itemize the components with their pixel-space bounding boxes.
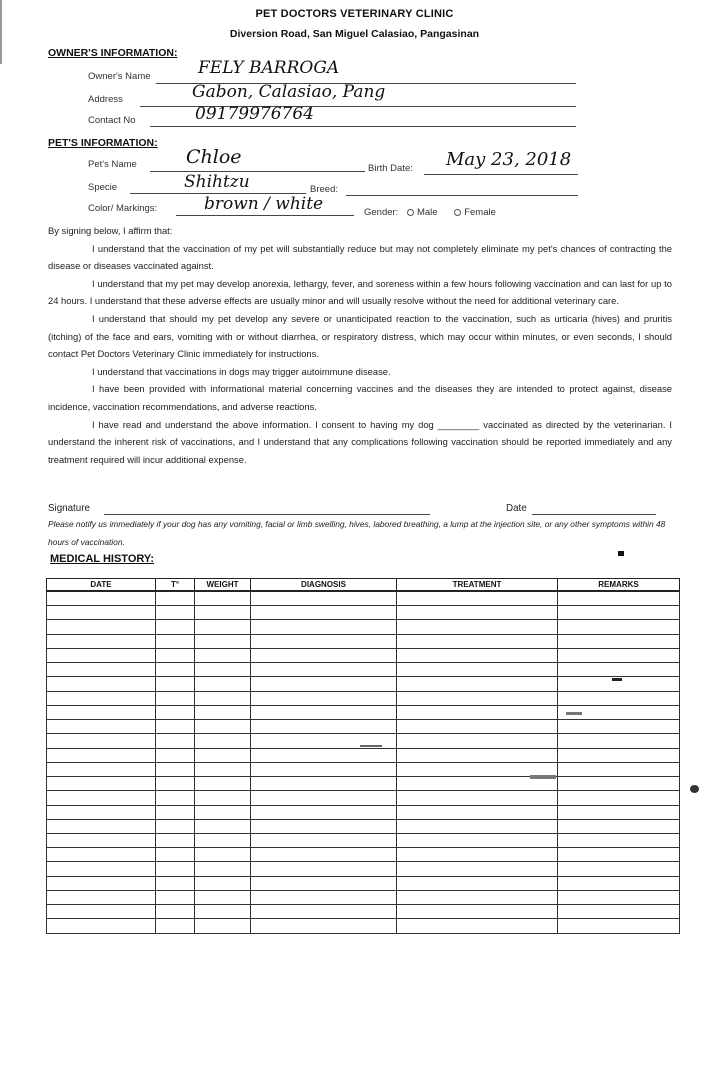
table-cell[interactable] bbox=[47, 648, 156, 662]
table-cell[interactable] bbox=[156, 919, 195, 934]
table-row bbox=[47, 905, 680, 919]
table-cell[interactable] bbox=[251, 663, 397, 677]
table-cell[interactable] bbox=[47, 734, 156, 748]
table-cell[interactable] bbox=[47, 890, 156, 904]
table-cell[interactable] bbox=[397, 848, 558, 862]
table-cell[interactable] bbox=[195, 748, 251, 762]
table-cell[interactable] bbox=[156, 591, 195, 606]
table-cell[interactable] bbox=[156, 819, 195, 833]
table-cell[interactable] bbox=[251, 777, 397, 791]
scan-speck bbox=[690, 785, 699, 793]
table-cell[interactable] bbox=[47, 720, 156, 734]
owner-section-heading: OWNER'S INFORMATION: bbox=[48, 47, 178, 59]
table-cell[interactable] bbox=[195, 634, 251, 648]
table-cell[interactable] bbox=[47, 591, 156, 606]
table-cell[interactable] bbox=[195, 791, 251, 805]
table-cell[interactable] bbox=[156, 762, 195, 776]
pet-gender-group bbox=[364, 207, 496, 218]
table-cell[interactable] bbox=[251, 606, 397, 620]
pet-birth-label: Birth Date: bbox=[368, 163, 413, 174]
table-cell[interactable] bbox=[558, 606, 680, 620]
col-treatment-header: TREATMENT bbox=[397, 579, 558, 592]
scan-speck bbox=[530, 775, 556, 779]
table-cell[interactable] bbox=[195, 620, 251, 634]
table-cell[interactable] bbox=[195, 591, 251, 606]
table-cell[interactable] bbox=[397, 919, 558, 934]
table-cell[interactable] bbox=[251, 834, 397, 848]
table-cell[interactable] bbox=[397, 905, 558, 919]
table-cell[interactable] bbox=[397, 720, 558, 734]
owner-contact-line bbox=[150, 126, 576, 127]
table-row bbox=[47, 791, 680, 805]
table-cell[interactable] bbox=[397, 862, 558, 876]
table-row bbox=[47, 720, 680, 734]
table-row bbox=[47, 890, 680, 904]
pet-breed-label: Breed: bbox=[310, 184, 338, 195]
table-cell[interactable] bbox=[195, 905, 251, 919]
pet-name-line bbox=[150, 171, 365, 172]
table-cell[interactable] bbox=[47, 691, 156, 705]
table-row bbox=[47, 876, 680, 890]
table-cell[interactable] bbox=[558, 876, 680, 890]
table-cell[interactable] bbox=[397, 663, 558, 677]
table-cell[interactable] bbox=[47, 777, 156, 791]
consent-paragraph-1: I understand that the vaccination of my pet will substantially reduce but may not completely eliminate my pet's chances of contracting the disease or diseases vaccinated against. bbox=[48, 242, 672, 272]
table-cell[interactable] bbox=[195, 777, 251, 791]
col-temp-header: T° bbox=[156, 579, 195, 592]
table-cell[interactable] bbox=[156, 862, 195, 876]
table-cell[interactable] bbox=[397, 805, 558, 819]
table-cell[interactable] bbox=[195, 734, 251, 748]
table-row bbox=[47, 777, 680, 791]
table-cell[interactable] bbox=[156, 805, 195, 819]
table-cell[interactable] bbox=[195, 677, 251, 691]
pet-specie-label: Specie bbox=[88, 182, 118, 193]
table-cell[interactable] bbox=[558, 691, 680, 705]
table-cell[interactable] bbox=[156, 634, 195, 648]
ink-mark bbox=[618, 551, 624, 556]
table-cell[interactable] bbox=[251, 677, 397, 691]
table-row bbox=[47, 606, 680, 620]
table-cell[interactable] bbox=[47, 677, 156, 691]
table-cell[interactable] bbox=[558, 805, 680, 819]
table-cell[interactable] bbox=[195, 819, 251, 833]
pet-color-line bbox=[176, 215, 354, 216]
pet-color-label: Color/ Markings: bbox=[88, 203, 158, 214]
table-row bbox=[47, 819, 680, 833]
table-cell[interactable] bbox=[195, 663, 251, 677]
table-cell[interactable] bbox=[47, 819, 156, 833]
table-cell[interactable] bbox=[397, 705, 558, 719]
table-cell[interactable] bbox=[47, 705, 156, 719]
table-cell[interactable] bbox=[156, 663, 195, 677]
pet-section-heading: PET'S INFORMATION: bbox=[48, 137, 158, 149]
gender-male-label: Male bbox=[416, 207, 438, 218]
table-row bbox=[47, 648, 680, 662]
table-cell[interactable] bbox=[558, 748, 680, 762]
table-cell[interactable] bbox=[47, 762, 156, 776]
pet-gender-label: Gender: bbox=[364, 207, 399, 218]
table-cell[interactable] bbox=[251, 620, 397, 634]
table-cell[interactable] bbox=[47, 805, 156, 819]
owner-address-value[interactable]: Gabon, Calasiao, Pang bbox=[192, 82, 386, 102]
table-header-row bbox=[47, 579, 680, 592]
table-cell[interactable] bbox=[195, 606, 251, 620]
table-row bbox=[47, 677, 680, 691]
table-cell[interactable] bbox=[156, 834, 195, 848]
table-cell[interactable] bbox=[47, 876, 156, 890]
table-cell[interactable] bbox=[397, 890, 558, 904]
table-cell[interactable] bbox=[251, 591, 397, 606]
table-cell[interactable] bbox=[156, 648, 195, 662]
table-cell[interactable] bbox=[47, 606, 156, 620]
table-cell[interactable] bbox=[397, 834, 558, 848]
signature-label: Signature bbox=[48, 503, 90, 514]
owner-contact-value[interactable]: 09179976764 bbox=[195, 104, 314, 124]
table-cell[interactable] bbox=[156, 777, 195, 791]
table-cell[interactable] bbox=[47, 919, 156, 934]
table-cell[interactable] bbox=[397, 748, 558, 762]
table-cell[interactable] bbox=[195, 876, 251, 890]
date-line[interactable] bbox=[532, 514, 656, 515]
table-cell[interactable] bbox=[195, 648, 251, 662]
table-cell[interactable] bbox=[397, 648, 558, 662]
table-cell[interactable] bbox=[47, 663, 156, 677]
table-cell[interactable] bbox=[558, 762, 680, 776]
table-cell[interactable] bbox=[47, 748, 156, 762]
table-row bbox=[47, 862, 680, 876]
table-cell[interactable] bbox=[156, 748, 195, 762]
table-cell[interactable] bbox=[251, 890, 397, 904]
table-cell[interactable] bbox=[47, 834, 156, 848]
table-cell[interactable] bbox=[195, 919, 251, 934]
table-cell[interactable] bbox=[397, 606, 558, 620]
table-row bbox=[47, 848, 680, 862]
consent-paragraph-6: I have read and understand the above information. I consent to having my dog ________ vaccinated as directed by the veterinarian. I understand the inherent risk of vaccinations, and I understand that any complications following vaccination should be reported immediately and any treatment required will incur additional expense. bbox=[48, 418, 672, 465]
table-cell[interactable] bbox=[251, 648, 397, 662]
table-cell[interactable] bbox=[47, 791, 156, 805]
col-diagnosis-header: DIAGNOSIS bbox=[251, 579, 397, 592]
signature-line[interactable] bbox=[104, 514, 430, 515]
table-cell[interactable] bbox=[156, 691, 195, 705]
table-cell[interactable] bbox=[251, 634, 397, 648]
table-cell[interactable] bbox=[156, 620, 195, 634]
consent-paragraph-4: I understand that vaccinations in dogs may trigger autoimmune disease. bbox=[92, 365, 391, 377]
table-cell[interactable] bbox=[47, 862, 156, 876]
medical-history-table bbox=[46, 578, 680, 934]
table-cell[interactable] bbox=[397, 677, 558, 691]
table-cell[interactable] bbox=[558, 591, 680, 606]
table-cell[interactable] bbox=[47, 848, 156, 862]
table-cell[interactable] bbox=[195, 691, 251, 705]
table-row bbox=[47, 834, 680, 848]
table-cell[interactable] bbox=[397, 591, 558, 606]
table-row bbox=[47, 705, 680, 719]
table-cell[interactable] bbox=[195, 805, 251, 819]
pet-breed-line bbox=[346, 195, 578, 196]
notice-text: Please notify us immediately if your dog has any vomiting, facial or limb swelling, hives, labored breathing, a lump at the injection site, or any other symptoms within 48 hours of vaccination. bbox=[48, 519, 666, 547]
table-cell[interactable] bbox=[251, 862, 397, 876]
consent-paragraph-3: I understand that should my pet develop any severe or unanticipated reaction to the vaccination, such as urticaria (hives) and pruritis (itching) of the face and ears, vomiting with or without diarrhea, or respiratory distress, which may occur within minutes, or even seconds, I should contact Pet Doctors Veterinary Clinic immediately for instructions. bbox=[48, 312, 672, 360]
table-cell[interactable] bbox=[558, 777, 680, 791]
pet-birth-line bbox=[424, 174, 578, 175]
col-remarks-header: REMARKS bbox=[558, 579, 680, 592]
table-cell[interactable] bbox=[251, 748, 397, 762]
table-row bbox=[47, 591, 680, 606]
table-row bbox=[47, 691, 680, 705]
table-cell[interactable] bbox=[156, 705, 195, 719]
table-cell[interactable] bbox=[156, 890, 195, 904]
table-cell[interactable] bbox=[558, 720, 680, 734]
table-cell[interactable] bbox=[195, 834, 251, 848]
clinic-address: Diversion Road, San Miguel Calasiao, Pangasinan bbox=[229, 28, 480, 40]
table-cell[interactable] bbox=[558, 848, 680, 862]
table-cell[interactable] bbox=[47, 634, 156, 648]
table-cell[interactable] bbox=[195, 862, 251, 876]
owner-name-label: Owner's Name bbox=[88, 71, 151, 82]
owner-name-value[interactable]: FELY BARROGA bbox=[198, 58, 340, 78]
gender-male-radio[interactable] bbox=[407, 209, 414, 216]
table-cell[interactable] bbox=[558, 819, 680, 833]
table-cell[interactable] bbox=[558, 905, 680, 919]
pet-color-value[interactable]: brown / white bbox=[204, 194, 324, 214]
col-date-header: DATE bbox=[47, 579, 156, 592]
table-row bbox=[47, 634, 680, 648]
pet-name-value[interactable]: Chloe bbox=[186, 146, 242, 168]
table-cell[interactable] bbox=[558, 834, 680, 848]
table-cell[interactable] bbox=[558, 890, 680, 904]
table-cell[interactable] bbox=[251, 720, 397, 734]
table-cell[interactable] bbox=[397, 819, 558, 833]
table-cell[interactable] bbox=[251, 691, 397, 705]
table-row bbox=[47, 748, 680, 762]
owner-contact-label: Contact No bbox=[88, 115, 136, 126]
table-cell[interactable] bbox=[251, 919, 397, 934]
table-cell[interactable] bbox=[156, 720, 195, 734]
table-cell[interactable] bbox=[558, 919, 680, 934]
table-cell[interactable] bbox=[251, 905, 397, 919]
table-cell[interactable] bbox=[195, 848, 251, 862]
scan-speck bbox=[360, 745, 382, 747]
table-cell[interactable] bbox=[558, 648, 680, 662]
consent-paragraph-2: I understand that my pet may develop anorexia, lethargy, fever, and soreness within a few hours following vaccination and can last for up to 24 hours. I understand that these adverse effects are usually minor and will usually resolve without the need for additional veterinary care. bbox=[48, 277, 672, 307]
date-label: Date bbox=[506, 503, 527, 514]
table-cell[interactable] bbox=[558, 791, 680, 805]
table-cell[interactable] bbox=[156, 677, 195, 691]
table-cell[interactable] bbox=[195, 705, 251, 719]
table-row bbox=[47, 805, 680, 819]
pet-specie-value[interactable]: Shihtzu bbox=[184, 172, 250, 192]
table-cell[interactable] bbox=[156, 905, 195, 919]
table-cell[interactable] bbox=[47, 905, 156, 919]
scan-speck bbox=[612, 678, 622, 681]
table-cell[interactable] bbox=[251, 848, 397, 862]
table-row bbox=[47, 620, 680, 634]
table-cell[interactable] bbox=[251, 705, 397, 719]
table-cell[interactable] bbox=[558, 620, 680, 634]
table-row bbox=[47, 663, 680, 677]
table-cell[interactable] bbox=[397, 620, 558, 634]
table-cell[interactable] bbox=[47, 620, 156, 634]
table-cell[interactable] bbox=[156, 876, 195, 890]
scan-speck bbox=[566, 712, 582, 715]
history-section-heading: MEDICAL HISTORY: bbox=[50, 553, 155, 565]
table-cell[interactable] bbox=[195, 762, 251, 776]
table-cell[interactable] bbox=[251, 805, 397, 819]
table-cell[interactable] bbox=[251, 791, 397, 805]
table-cell[interactable] bbox=[397, 634, 558, 648]
table-cell[interactable] bbox=[251, 876, 397, 890]
table-cell[interactable] bbox=[156, 791, 195, 805]
table-cell[interactable] bbox=[251, 762, 397, 776]
table-row bbox=[47, 919, 680, 934]
clinic-title: PET DOCTORS VETERINARY CLINIC bbox=[255, 8, 454, 20]
gender-female-label: Female bbox=[464, 207, 496, 218]
scan-edge bbox=[0, 0, 2, 64]
table-cell[interactable] bbox=[156, 734, 195, 748]
table-cell[interactable] bbox=[397, 734, 558, 748]
table-cell[interactable] bbox=[195, 720, 251, 734]
table-cell[interactable] bbox=[397, 876, 558, 890]
table-cell[interactable] bbox=[156, 848, 195, 862]
table-cell[interactable] bbox=[558, 862, 680, 876]
gender-female-radio[interactable] bbox=[454, 209, 461, 216]
table-cell[interactable] bbox=[195, 890, 251, 904]
table-row bbox=[47, 762, 680, 776]
table-cell[interactable] bbox=[156, 606, 195, 620]
table-cell[interactable] bbox=[558, 663, 680, 677]
table-cell[interactable] bbox=[558, 634, 680, 648]
table-cell[interactable] bbox=[397, 791, 558, 805]
owner-address-label: Address bbox=[88, 94, 123, 105]
col-weight-header: WEIGHT bbox=[195, 579, 251, 592]
consent-text bbox=[48, 222, 672, 468]
table-cell[interactable] bbox=[397, 691, 558, 705]
consent-intro: By signing below, I affirm that: bbox=[48, 225, 173, 236]
pet-birth-value[interactable]: May 23, 2018 bbox=[446, 149, 572, 170]
table-cell[interactable] bbox=[558, 734, 680, 748]
consent-paragraph-5: I have been provided with informational material concerning vaccines and the diseases they are intended to protect against, disease incidence, vaccination recommendations, and adverse reactions. bbox=[48, 383, 672, 412]
table-cell[interactable] bbox=[251, 819, 397, 833]
pet-name-label: Pet's Name bbox=[88, 159, 137, 170]
